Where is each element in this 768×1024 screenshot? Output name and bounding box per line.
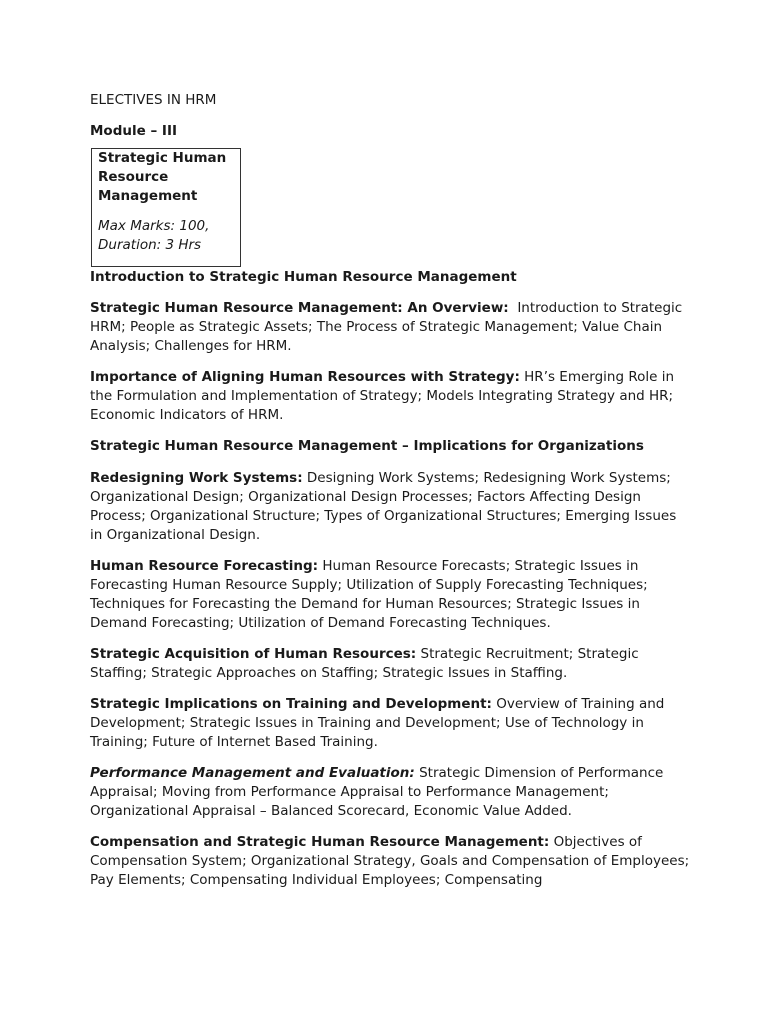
section-redesigning	[90, 469, 690, 545]
document-title: ELECTIVES IN HRM	[90, 92, 217, 108]
section-heading: Strategic Implications on Training and Development:	[90, 696, 492, 712]
intro-heading: Introduction to Strategic Human Resource Management	[90, 269, 517, 285]
course-info-box	[91, 148, 241, 267]
section-body: Strategic Dimension of Performance Appraisal; Moving from Performance Appraisal to Performance Management; Organizational Appraisal – Balanced Scorecard, Economic Value Added.	[90, 765, 664, 819]
section-body: Introduction to Strategic HRM; People as Strategic Assets; The Process of Strategic Management; Value Chain Analysis; Challenges for HRM.	[90, 300, 683, 354]
section-overview	[90, 299, 690, 356]
section-body: Designing Work Systems; Redesigning Work Systems; Organizational Design; Organizational Design Processes; Factors Affecting Design Process; Organizational Structure; Types of Organizational Structures; Emerging Issues in Organizational Design.	[90, 470, 677, 543]
section-heading: Importance of Aligning Human Resources with Strategy:	[90, 369, 520, 385]
section-training	[90, 695, 690, 752]
section-body: HR’s Emerging Role in the Formulation and Implementation of Strategy; Models Integrating Strategy and HR; Economic Indicators of HRM.	[90, 369, 675, 423]
section-body: Objectives of Compensation System; Organizational Strategy, Goals and Compensation of Employees; Pay Elements; Compensating Individual Employees; Compensating	[90, 834, 690, 888]
section-body: Human Resource Forecasts; Strategic Issues in Forecasting Human Resource Supply; Utilization of Supply Forecasting Techniques; Techniques for Forecasting the Demand for Human Resources; Strategic Issues in Demand Forecasting; Utilization of Demand Forecasting Techniques.	[90, 558, 648, 631]
module-label: Module – III	[90, 123, 177, 139]
document-page	[90, 91, 690, 902]
section-body: Overview of Training and Development; Strategic Issues in Training and Development; Use of Technology in Training; Future of Internet Based Training.	[90, 696, 665, 750]
section-forecasting	[90, 557, 690, 633]
section-heading: Redesigning Work Systems:	[90, 470, 303, 486]
section-heading: Compensation and Strategic Human Resource Management:	[90, 834, 550, 850]
section-compensation	[90, 833, 690, 890]
section-heading: Performance Management and Evaluation:	[90, 765, 415, 781]
section-heading: Strategic Human Resource Management: An Overview:	[90, 300, 509, 316]
section-acquisition	[90, 645, 690, 683]
course-title: Strategic Human Resource Management	[98, 150, 227, 204]
section-aligning	[90, 368, 690, 425]
section-heading: Strategic Acquisition of Human Resources:	[90, 646, 417, 662]
section-heading: Human Resource Forecasting:	[90, 558, 319, 574]
section-body: Strategic Recruitment; Strategic Staffing; Strategic Approaches on Staffing; Strategic Issues in Staffing.	[90, 646, 639, 681]
course-meta: Max Marks: 100, Duration: 3 Hrs	[98, 218, 210, 253]
section-performance	[90, 764, 690, 821]
implications-heading: Strategic Human Resource Management – Implications for Organizations	[90, 438, 644, 454]
